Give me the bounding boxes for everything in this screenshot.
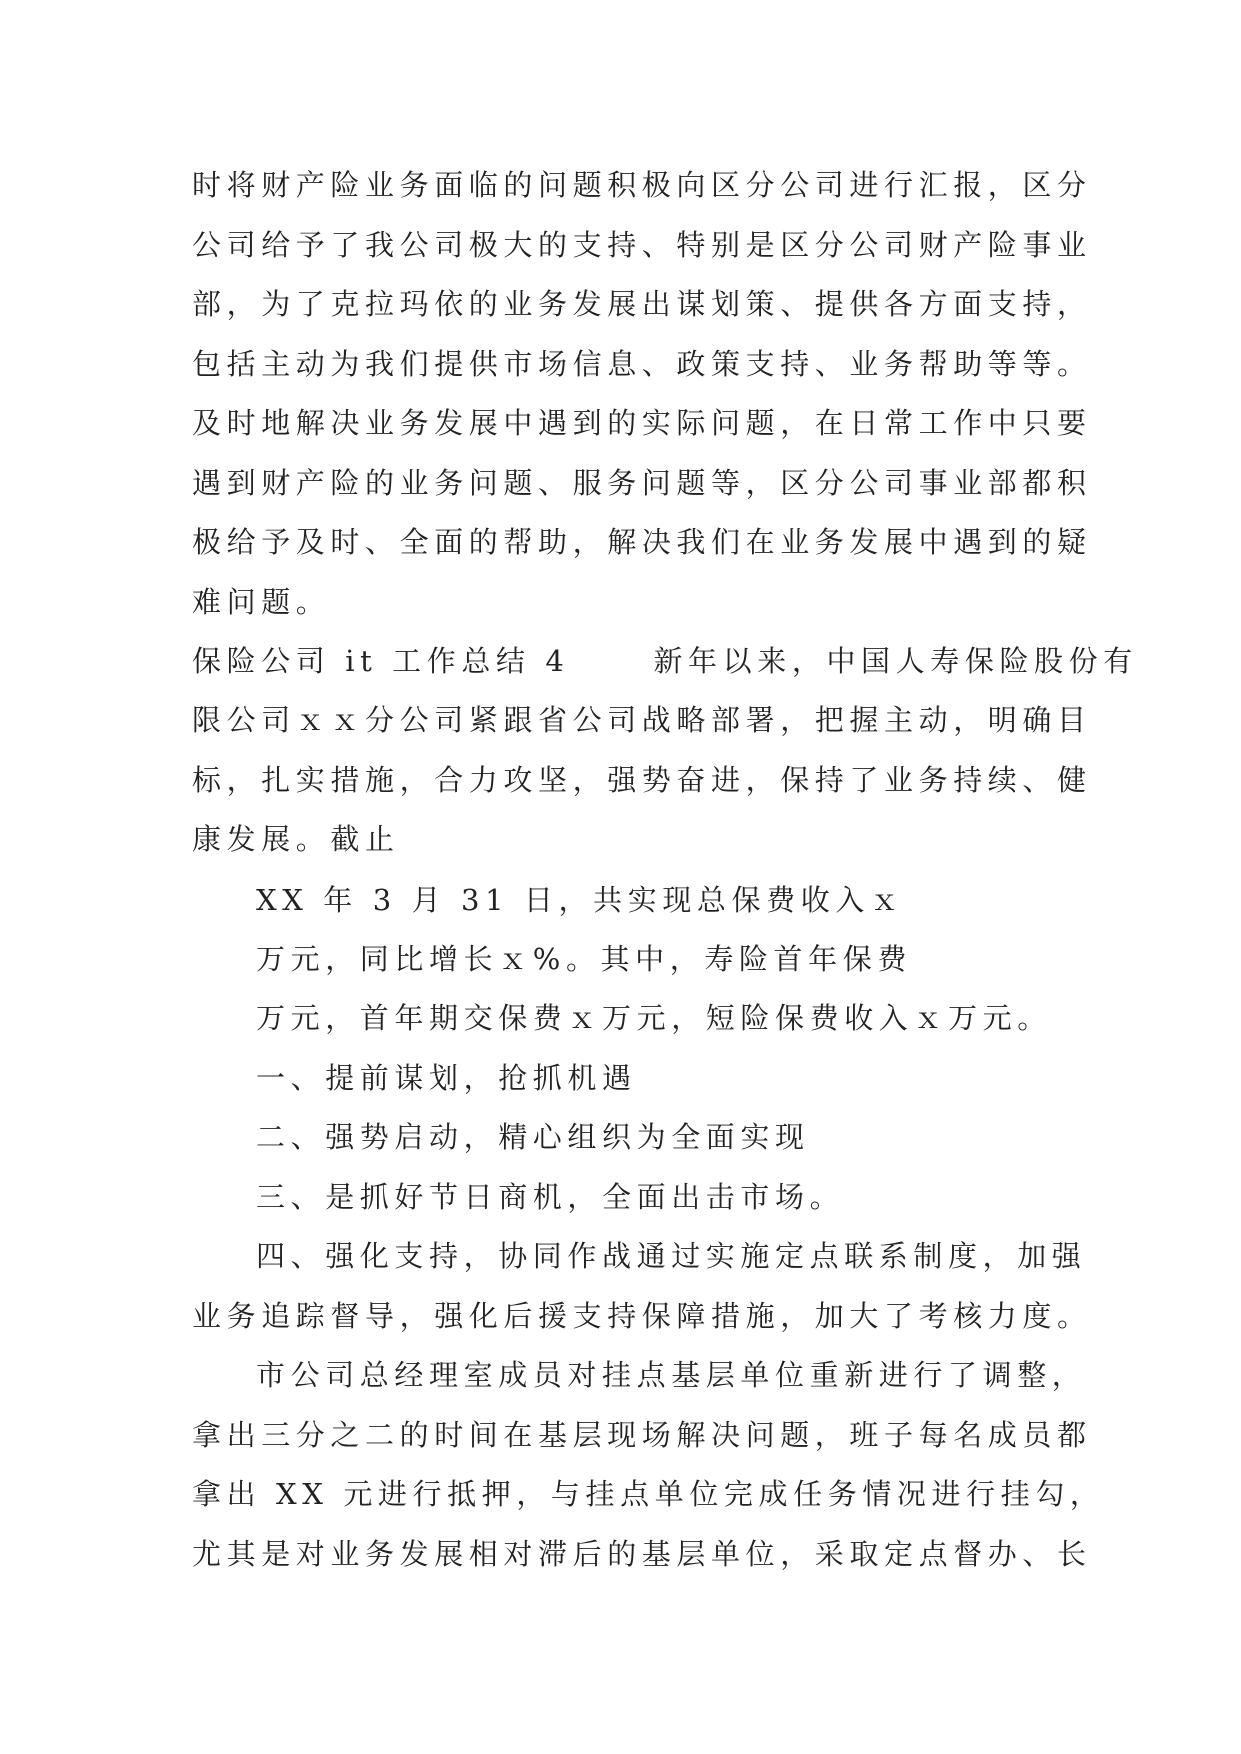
text-line: 公司给予了我公司极大的支持、特别是区分公司财产险事业	[192, 228, 1092, 262]
text-line: 拿出 XX 元进行抵押，与挂点单位完成任务情况进行挂勾，	[192, 1477, 1105, 1511]
text-line: 部，为了克拉玛依的业务发展出谋划策、提供各方面支持，	[192, 287, 1092, 321]
text-line: XX 年 3 月 31 日，共实现总保费收入ｘ	[256, 883, 905, 917]
text-line: 尤其是对业务发展相对滞后的基层单位，采取定点督办、长	[192, 1537, 1092, 1571]
text-line: 市公司总经理室成员对挂点基层单位重新进行了调整，	[256, 1358, 1087, 1392]
text-line: 康发展。截止	[192, 822, 400, 856]
section-heading-line: 保险公司 it 工作总结 4 新年以来，中国人寿保险股份有	[192, 644, 1138, 678]
list-item: 二、强势启动，精心组织为全面实现	[256, 1120, 810, 1154]
text-line: 包括主动为我们提供市场信息、政策支持、业务帮助等等。	[192, 347, 1092, 381]
list-item: 三、是抓好节日商机，全面出击市场。	[256, 1180, 845, 1214]
text-line: 限公司ｘｘ分公司紧跟省公司战略部署，把握主动，明确目	[192, 703, 1092, 737]
text-line: 遇到财产险的业务问题、服务问题等，区分公司事业部都积	[192, 466, 1092, 500]
text-line: 及时地解决业务发展中遇到的实际问题，在日常工作中只要	[192, 406, 1092, 440]
text-line: 拿出三分之二的时间在基层现场解决问题，班子每名成员都	[192, 1418, 1092, 1452]
text-line: 万元，同比增长ｘ%。其中，寿险首年保费	[256, 942, 912, 976]
text-line: 标，扎实措施，合力攻坚，强势奋进，保持了业务持续、健	[192, 763, 1092, 797]
text-line: 业务追踪督导，强化后援支持保障措施，加大了考核力度。	[192, 1299, 1092, 1333]
text-line: 时将财产险业务面临的问题积极向区分公司进行汇报，区分	[192, 168, 1092, 202]
text-line: 难问题。	[192, 585, 331, 619]
list-item: 四、强化支持，协同作战通过实施定点联系制度，加强	[256, 1239, 1087, 1273]
text-line: 极给予及时、全面的帮助，解决我们在业务发展中遇到的疑	[192, 525, 1092, 559]
list-item: 一、提前谋划，抢抓机遇	[256, 1061, 637, 1095]
text-line: 万元，首年期交保费ｘ万元，短险保费收入ｘ万元。	[256, 1001, 1052, 1035]
